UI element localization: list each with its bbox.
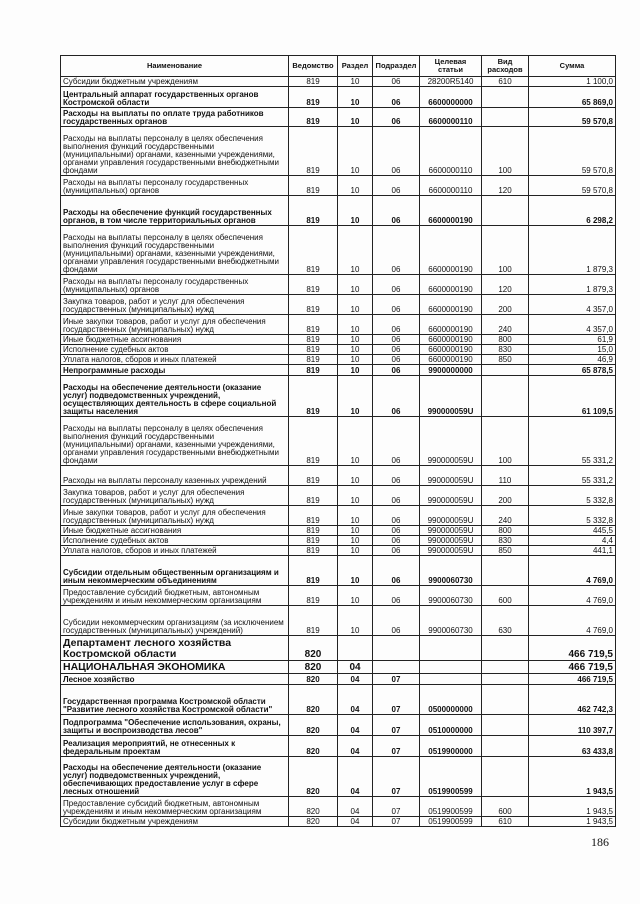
- cell-amount: 61 109,5: [529, 376, 616, 417]
- cell-subsection: 06: [373, 196, 420, 226]
- cell-section: 10: [338, 417, 373, 466]
- cell-subsection: 06: [373, 127, 420, 176]
- cell-subsection: 06: [373, 606, 420, 636]
- cell-target-item: 6600000000: [420, 87, 482, 108]
- cell-expense-type: 600: [482, 586, 529, 606]
- cell-name: Субсидии бюджетным учреждениям: [61, 77, 289, 87]
- table-row: [61, 365, 616, 376]
- cell-department: 819: [289, 108, 338, 127]
- cell-expense-type: [482, 636, 529, 661]
- table-row: [61, 797, 616, 817]
- table-row: [61, 674, 616, 685]
- table-row: [61, 417, 616, 466]
- table-row: [61, 315, 616, 335]
- cell-subsection: 06: [373, 176, 420, 196]
- cell-target-item: 990000059U: [420, 506, 482, 526]
- cell-department: 819: [289, 226, 338, 275]
- cell-section: 10: [338, 226, 373, 275]
- header-name: Наименование: [61, 56, 289, 77]
- cell-department: 819: [289, 176, 338, 196]
- cell-expense-type: 100: [482, 417, 529, 466]
- cell-target-item: 6600000110: [420, 176, 482, 196]
- cell-section: 10: [338, 176, 373, 196]
- cell-name: Исполнение судебных актов: [61, 536, 289, 546]
- cell-name: Лесное хозяйство: [61, 674, 289, 685]
- cell-amount: 466 719,5: [529, 674, 616, 685]
- table-row: [61, 685, 616, 715]
- cell-amount: 59 570,8: [529, 108, 616, 127]
- cell-target-item: [420, 636, 482, 661]
- cell-expense-type: [482, 674, 529, 685]
- cell-name: Расходы на выплаты персоналу казенных учреждений: [61, 466, 289, 486]
- table-row: [61, 636, 616, 661]
- cell-amount: 466 719,5: [529, 636, 616, 661]
- cell-amount: 466 719,5: [529, 661, 616, 674]
- cell-expense-type: [482, 108, 529, 127]
- cell-department: 819: [289, 196, 338, 226]
- cell-name: Реализация мероприятий, не отнесенных к федеральным проектам: [61, 736, 289, 757]
- table-row: [61, 736, 616, 757]
- cell-subsection: 06: [373, 335, 420, 345]
- cell-subsection: 07: [373, 797, 420, 817]
- cell-target-item: 6600000190: [420, 196, 482, 226]
- cell-department: 819: [289, 466, 338, 486]
- cell-expense-type: 200: [482, 295, 529, 315]
- cell-name: Иные закупки товаров, работ и услуг для обеспечения государственных (муниципальных) нужд: [61, 315, 289, 335]
- cell-subsection: 07: [373, 757, 420, 797]
- table-row: [61, 355, 616, 365]
- cell-amount: 4 357,0: [529, 315, 616, 335]
- table-row: [61, 335, 616, 345]
- cell-section: 10: [338, 376, 373, 417]
- cell-subsection: [373, 636, 420, 661]
- cell-amount: 4 769,0: [529, 606, 616, 636]
- table-row: [61, 486, 616, 506]
- header-section: Раздел: [338, 56, 373, 77]
- cell-name: Субсидии отдельным общественным организациям и иным некоммерческим объединениям: [61, 556, 289, 586]
- cell-section: 10: [338, 345, 373, 355]
- table-row: [61, 536, 616, 546]
- cell-amount: 6 298,2: [529, 196, 616, 226]
- cell-target-item: 0519900599: [420, 817, 482, 827]
- cell-target-item: 0519900599: [420, 797, 482, 817]
- cell-target-item: 6600000190: [420, 345, 482, 355]
- table-row: [61, 176, 616, 196]
- cell-expense-type: 800: [482, 526, 529, 536]
- cell-name: Расходы на выплаты персоналу в целях обеспечения выполнения функций государственными (муниципальными) органами, казенными учреждениями, органами управления государственными внебюджетными фондами: [61, 226, 289, 275]
- cell-section: 10: [338, 466, 373, 486]
- table-row: [61, 586, 616, 606]
- cell-amount: 59 570,8: [529, 127, 616, 176]
- cell-expense-type: 800: [482, 335, 529, 345]
- cell-department: 819: [289, 87, 338, 108]
- cell-section: 04: [338, 715, 373, 736]
- cell-name: Расходы на выплаты персоналу в целях обеспечения выполнения функций государственными (муниципальными) органами, казенными учреждениями, органами управления государственными внебюджетными фондами: [61, 127, 289, 176]
- cell-expense-type: 850: [482, 546, 529, 556]
- cell-subsection: 06: [373, 546, 420, 556]
- cell-amount: 110 397,7: [529, 715, 616, 736]
- cell-department: 820: [289, 757, 338, 797]
- header-amount: Сумма: [529, 56, 616, 77]
- cell-amount: 59 570,8: [529, 176, 616, 196]
- cell-name: Государственная программа Костромской области "Развитие лесного хозяйства Костромской области": [61, 685, 289, 715]
- cell-amount: 4 769,0: [529, 586, 616, 606]
- cell-department: 819: [289, 295, 338, 315]
- budget-table: [60, 55, 616, 827]
- cell-amount: 65 878,5: [529, 365, 616, 376]
- cell-expense-type: [482, 376, 529, 417]
- cell-department: 820: [289, 715, 338, 736]
- cell-target-item: 0510000000: [420, 715, 482, 736]
- cell-expense-type: 110: [482, 466, 529, 486]
- cell-name: Субсидии некоммерческим организациям (за исключением государственных (муниципальных) учреждений): [61, 606, 289, 636]
- cell-section: 10: [338, 556, 373, 586]
- table-row: [61, 606, 616, 636]
- table-body: [61, 77, 616, 827]
- cell-amount: 445,5: [529, 526, 616, 536]
- cell-section: 04: [338, 797, 373, 817]
- cell-department: 819: [289, 586, 338, 606]
- cell-amount: 5 332,8: [529, 506, 616, 526]
- cell-expense-type: 240: [482, 315, 529, 335]
- cell-amount: 5 332,8: [529, 486, 616, 506]
- cell-amount: 61,9: [529, 335, 616, 345]
- table-row: [61, 817, 616, 827]
- cell-amount: 65 869,0: [529, 87, 616, 108]
- cell-department: 820: [289, 797, 338, 817]
- table-row: [61, 295, 616, 315]
- cell-expense-type: 240: [482, 506, 529, 526]
- cell-name: Предоставление субсидий бюджетным, автономным учреждениям и иным некоммерческим организациям: [61, 797, 289, 817]
- cell-amount: 55 331,2: [529, 466, 616, 486]
- header-expense-type: Вид расходов: [482, 56, 529, 77]
- cell-department: 820: [289, 685, 338, 715]
- cell-target-item: 9900060730: [420, 556, 482, 586]
- cell-name: Центральный аппарат государственных органов Костромской области: [61, 87, 289, 108]
- cell-target-item: 0519900000: [420, 736, 482, 757]
- cell-section: 04: [338, 674, 373, 685]
- cell-amount: 1 879,3: [529, 226, 616, 275]
- cell-section: 10: [338, 606, 373, 636]
- cell-section: 04: [338, 661, 373, 674]
- cell-expense-type: 630: [482, 606, 529, 636]
- table-row: [61, 757, 616, 797]
- cell-department: 819: [289, 526, 338, 536]
- cell-subsection: 06: [373, 586, 420, 606]
- cell-name: Расходы на обеспечение деятельности (оказание услуг) подведомственных учреждений, осуществляющих деятельность в сфере социальной защиты населения: [61, 376, 289, 417]
- cell-target-item: 6600000190: [420, 335, 482, 345]
- cell-amount: 1 879,3: [529, 275, 616, 295]
- cell-section: 04: [338, 757, 373, 797]
- cell-name: Расходы на выплаты персоналу в целях обеспечения выполнения функций государственными (муниципальными) органами, казенными учреждениями, органами управления государственными внебюджетными фондами: [61, 417, 289, 466]
- cell-expense-type: [482, 661, 529, 674]
- cell-department: 819: [289, 376, 338, 417]
- table-row: [61, 87, 616, 108]
- cell-target-item: 0519900599: [420, 757, 482, 797]
- cell-subsection: 06: [373, 355, 420, 365]
- cell-expense-type: [482, 757, 529, 797]
- cell-section: 10: [338, 526, 373, 536]
- cell-department: 819: [289, 345, 338, 355]
- cell-section: 10: [338, 365, 373, 376]
- cell-expense-type: 200: [482, 486, 529, 506]
- table-row: [61, 526, 616, 536]
- cell-department: 820: [289, 817, 338, 827]
- table-row: [61, 275, 616, 295]
- cell-department: 820: [289, 661, 338, 674]
- cell-name: НАЦИОНАЛЬНАЯ ЭКОНОМИКА: [61, 661, 289, 674]
- cell-subsection: 06: [373, 108, 420, 127]
- cell-target-item: 9900060730: [420, 586, 482, 606]
- cell-department: 820: [289, 636, 338, 661]
- cell-section: 10: [338, 77, 373, 87]
- cell-department: 819: [289, 77, 338, 87]
- cell-target-item: 990000059U: [420, 536, 482, 546]
- cell-expense-type: [482, 736, 529, 757]
- cell-target-item: [420, 661, 482, 674]
- cell-expense-type: 100: [482, 127, 529, 176]
- cell-target-item: 990000059U: [420, 546, 482, 556]
- cell-target-item: 990000059U: [420, 466, 482, 486]
- table-row: [61, 466, 616, 486]
- cell-name: Субсидии бюджетным учреждениям: [61, 817, 289, 827]
- cell-expense-type: 600: [482, 797, 529, 817]
- cell-section: 10: [338, 536, 373, 546]
- cell-section: 10: [338, 335, 373, 345]
- cell-amount: 46,9: [529, 355, 616, 365]
- cell-department: 819: [289, 546, 338, 556]
- cell-subsection: 06: [373, 376, 420, 417]
- cell-section: 10: [338, 586, 373, 606]
- cell-expense-type: 850: [482, 355, 529, 365]
- cell-amount: 1 943,5: [529, 817, 616, 827]
- cell-name: Непрограммные расходы: [61, 365, 289, 376]
- cell-name: Расходы на выплаты персоналу государственных (муниципальных) органов: [61, 275, 289, 295]
- cell-subsection: 06: [373, 275, 420, 295]
- cell-expense-type: 830: [482, 536, 529, 546]
- cell-department: 819: [289, 556, 338, 586]
- cell-section: 10: [338, 127, 373, 176]
- table-row: [61, 108, 616, 127]
- table-row: [61, 376, 616, 417]
- header-subsection: Подраздел: [373, 56, 420, 77]
- cell-target-item: 990000059U: [420, 417, 482, 466]
- cell-subsection: 07: [373, 736, 420, 757]
- cell-subsection: 07: [373, 685, 420, 715]
- cell-section: 04: [338, 817, 373, 827]
- cell-department: 819: [289, 315, 338, 335]
- cell-expense-type: [482, 715, 529, 736]
- cell-name: Департамент лесного хозяйства Костромской области: [61, 636, 289, 661]
- cell-section: 10: [338, 87, 373, 108]
- cell-expense-type: 100: [482, 226, 529, 275]
- cell-subsection: 06: [373, 486, 420, 506]
- cell-expense-type: 120: [482, 275, 529, 295]
- cell-target-item: 28200R5140: [420, 77, 482, 87]
- cell-subsection: 06: [373, 536, 420, 546]
- cell-target-item: 6600000190: [420, 315, 482, 335]
- cell-expense-type: 610: [482, 77, 529, 87]
- cell-subsection: 06: [373, 556, 420, 586]
- cell-section: 10: [338, 108, 373, 127]
- cell-subsection: 06: [373, 365, 420, 376]
- cell-expense-type: 120: [482, 176, 529, 196]
- cell-amount: 4 769,0: [529, 556, 616, 586]
- cell-section: 10: [338, 275, 373, 295]
- cell-name: Подпрограмма "Обеспечение использования, охраны, защиты и воспроизводства лесов": [61, 715, 289, 736]
- cell-department: 819: [289, 127, 338, 176]
- cell-target-item: 6600000190: [420, 295, 482, 315]
- cell-target-item: 990000059U: [420, 486, 482, 506]
- table-row: [61, 226, 616, 275]
- cell-expense-type: [482, 556, 529, 586]
- cell-subsection: 07: [373, 715, 420, 736]
- cell-subsection: 07: [373, 817, 420, 827]
- table-row: [61, 196, 616, 226]
- header-department: Ведомство: [289, 56, 338, 77]
- cell-name: Расходы на выплаты по оплате труда работников государственных органов: [61, 108, 289, 127]
- table-row: [61, 715, 616, 736]
- cell-expense-type: [482, 365, 529, 376]
- cell-name: Закупка товаров, работ и услуг для обеспечения государственных (муниципальных) нужд: [61, 486, 289, 506]
- cell-target-item: 9900060730: [420, 606, 482, 636]
- cell-amount: 15,0: [529, 345, 616, 355]
- cell-target-item: 9900000000: [420, 365, 482, 376]
- cell-name: Расходы на обеспечение деятельности (оказание услуг) подведомственных учреждений, обеспечивающих предоставление услуг в сфере лесных отношений: [61, 757, 289, 797]
- cell-target-item: 6600000190: [420, 275, 482, 295]
- table-row: [61, 546, 616, 556]
- cell-name: Расходы на выплаты персоналу государственных (муниципальных) органов: [61, 176, 289, 196]
- cell-expense-type: [482, 196, 529, 226]
- cell-section: 10: [338, 315, 373, 335]
- cell-subsection: 06: [373, 87, 420, 108]
- cell-target-item: 6600000110: [420, 108, 482, 127]
- cell-amount: 1 943,5: [529, 757, 616, 797]
- cell-department: 819: [289, 355, 338, 365]
- cell-department: 819: [289, 506, 338, 526]
- cell-target-item: [420, 674, 482, 685]
- cell-name: Исполнение судебных актов: [61, 345, 289, 355]
- table-row: [61, 556, 616, 586]
- cell-subsection: 06: [373, 466, 420, 486]
- cell-subsection: 06: [373, 295, 420, 315]
- cell-name: Иные закупки товаров, работ и услуг для обеспечения государственных (муниципальных) нужд: [61, 506, 289, 526]
- cell-section: [338, 636, 373, 661]
- cell-subsection: 06: [373, 315, 420, 335]
- cell-subsection: 06: [373, 345, 420, 355]
- page-number: 186: [591, 835, 609, 849]
- table-row: [61, 661, 616, 674]
- cell-name: Иные бюджетные ассигнования: [61, 335, 289, 345]
- cell-department: 819: [289, 275, 338, 295]
- cell-subsection: 06: [373, 506, 420, 526]
- cell-subsection: 06: [373, 526, 420, 536]
- cell-amount: 4 357,0: [529, 295, 616, 315]
- cell-subsection: 06: [373, 417, 420, 466]
- cell-target-item: 0500000000: [420, 685, 482, 715]
- cell-expense-type: [482, 685, 529, 715]
- cell-amount: 1 943,5: [529, 797, 616, 817]
- cell-department: 819: [289, 365, 338, 376]
- cell-target-item: 990000059U: [420, 376, 482, 417]
- cell-section: 04: [338, 685, 373, 715]
- cell-department: 819: [289, 486, 338, 506]
- cell-amount: 462 742,3: [529, 685, 616, 715]
- cell-section: 04: [338, 736, 373, 757]
- cell-name: Закупка товаров, работ и услуг для обеспечения государственных (муниципальных) нужд: [61, 295, 289, 315]
- cell-amount: 441,1: [529, 546, 616, 556]
- cell-department: 819: [289, 536, 338, 546]
- cell-name: Предоставление субсидий бюджетным, автономным учреждениям и иным некоммерческим организациям: [61, 586, 289, 606]
- cell-department: 820: [289, 736, 338, 757]
- cell-section: 10: [338, 546, 373, 556]
- cell-expense-type: 610: [482, 817, 529, 827]
- cell-section: 10: [338, 295, 373, 315]
- cell-target-item: 6600000110: [420, 127, 482, 176]
- cell-amount: 4,4: [529, 536, 616, 546]
- cell-target-item: 990000059U: [420, 526, 482, 536]
- cell-amount: 55 331,2: [529, 417, 616, 466]
- table-row: [61, 506, 616, 526]
- cell-subsection: 06: [373, 226, 420, 275]
- cell-name: Иные бюджетные ассигнования: [61, 526, 289, 536]
- header-target-item: Целевая статьи: [420, 56, 482, 77]
- cell-name: Расходы на обеспечение функций государственных органов, в том числе территориальных органов: [61, 196, 289, 226]
- cell-subsection: [373, 661, 420, 674]
- table-row: [61, 77, 616, 87]
- cell-amount: 1 100,0: [529, 77, 616, 87]
- cell-subsection: 07: [373, 674, 420, 685]
- cell-department: 819: [289, 335, 338, 345]
- cell-target-item: 6600000190: [420, 226, 482, 275]
- table-row: [61, 345, 616, 355]
- cell-name: Уплата налогов, сборов и иных платежей: [61, 546, 289, 556]
- cell-expense-type: [482, 87, 529, 108]
- table-row: [61, 127, 616, 176]
- cell-department: 819: [289, 417, 338, 466]
- cell-target-item: 6600000190: [420, 355, 482, 365]
- table-header-row: [61, 56, 616, 77]
- cell-expense-type: 830: [482, 345, 529, 355]
- cell-department: 820: [289, 674, 338, 685]
- cell-name: Уплата налогов, сборов и иных платежей: [61, 355, 289, 365]
- cell-section: 10: [338, 506, 373, 526]
- cell-section: 10: [338, 196, 373, 226]
- cell-section: 10: [338, 486, 373, 506]
- cell-department: 819: [289, 606, 338, 636]
- cell-section: 10: [338, 355, 373, 365]
- cell-subsection: 06: [373, 77, 420, 87]
- cell-amount: 63 433,8: [529, 736, 616, 757]
